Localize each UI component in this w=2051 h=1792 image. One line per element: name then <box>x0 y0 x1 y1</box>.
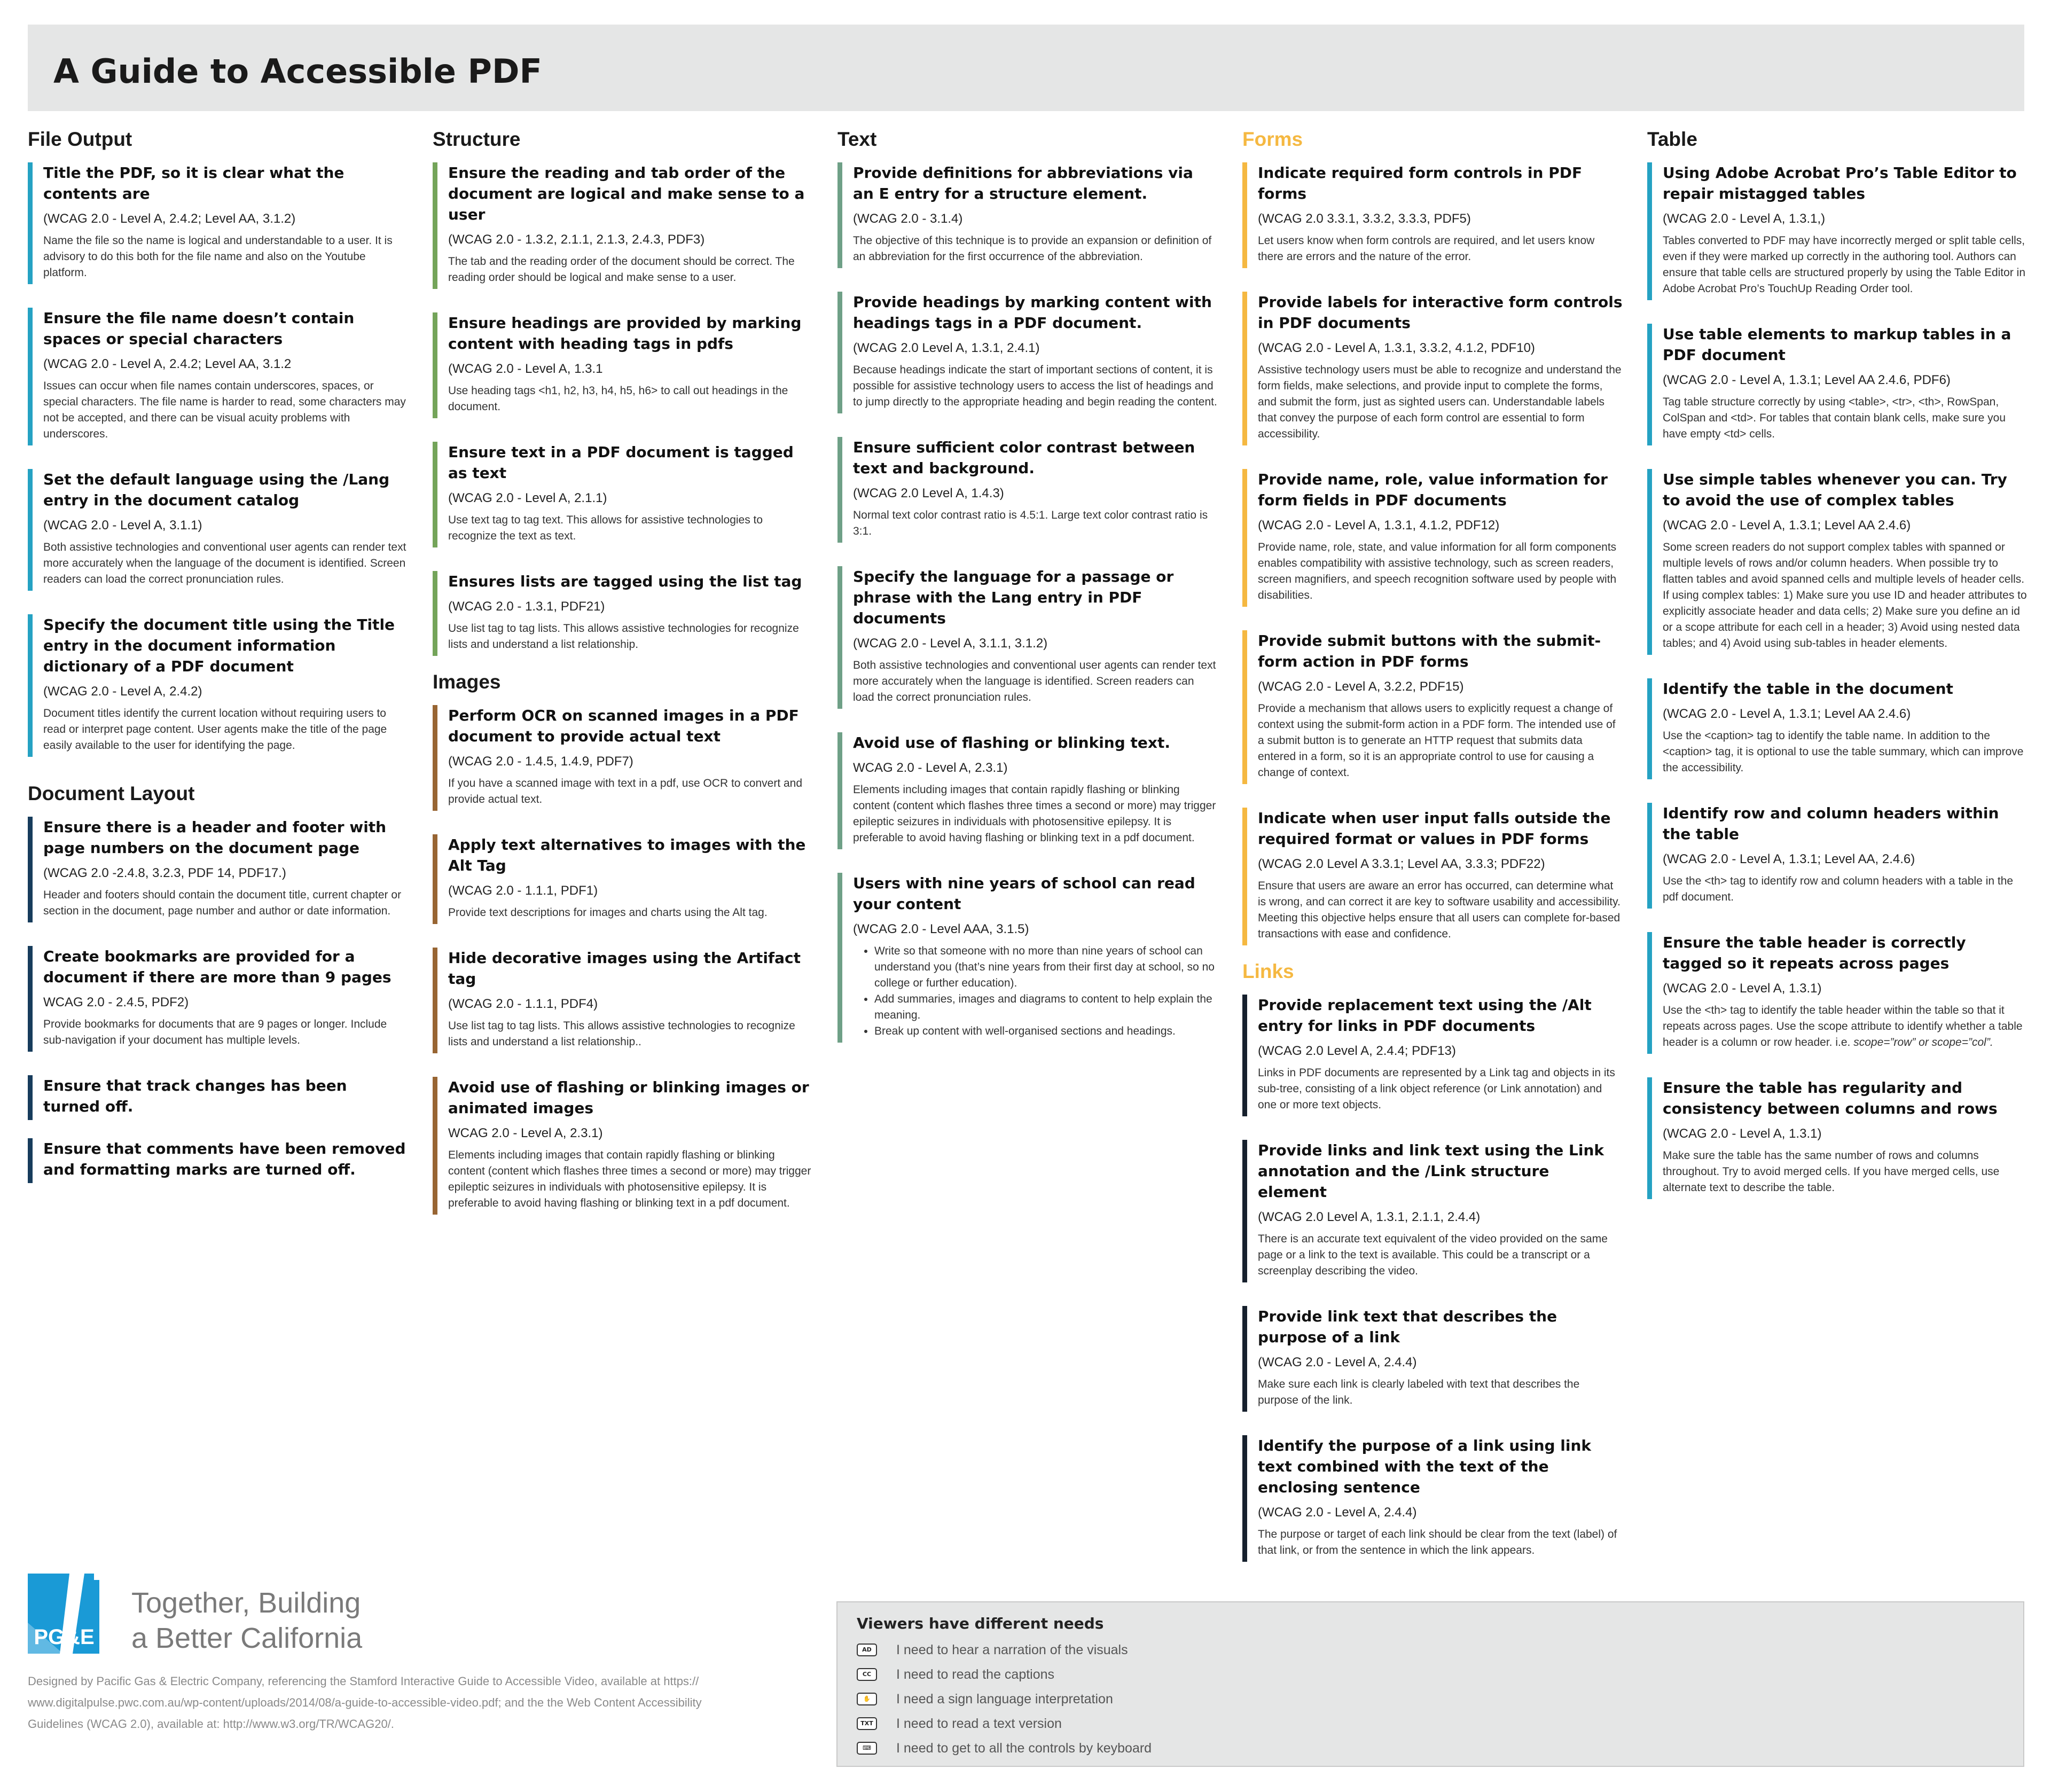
guideline-description: Make sure the table has the same number of rows and columns throughout. Try to avoid merged cells. If you have merged cells, use alternate text to describe the table. <box>1663 1149 2000 1194</box>
viewer-need-row <box>857 1738 1604 1759</box>
guideline-title: Ensure sufficient color contrast between text and background. <box>853 439 1195 477</box>
guideline-description: Elements including images that contain rapidly flashing or blinking content (content which flashes three times a second or more) may trigger epileptic seizures in individuals with photosensitive epilepsy. It is preferable to avoid having flashing or blinking text in a pdf document. <box>448 1149 811 1209</box>
column-forms <box>1242 126 1623 1585</box>
guideline-reference: (WCAG 2.0 - Level A, 1.3.1, 3.3.2, 4.1.2, PDF10) <box>1258 341 1535 355</box>
section-title-images: Images <box>433 671 501 693</box>
guideline-description: Issues can occur when file names contain underscores, spaces, or special characters. The file name is harder to read, some characters may not be accepted, and there can be visual acuity problems with underscores. <box>43 380 406 440</box>
guideline-description: Provide text descriptions for images and charts using the Alt tag. <box>448 906 768 919</box>
guideline-description: Use text tag to tag text. This allows for assistive technologies to recognize the text as text. <box>448 514 763 542</box>
guideline-reference: (WCAG 2.0 - Level A, 3.1.1) <box>43 518 202 533</box>
guideline-description: Header and footers should contain the document title, current chapter or section in the document, page number and author or date information. <box>43 889 402 917</box>
guideline-description: Name the file so the name is logical and understandable to a user. It is advisory to do this both for the file name and also on the Youtube platform. <box>43 234 393 279</box>
section-title-document-layout: Document Layout <box>28 782 195 804</box>
guideline-item <box>433 948 813 1053</box>
viewer-need-row <box>857 1689 1604 1710</box>
guideline-item <box>1242 162 1623 268</box>
guideline-title: Ensure the table header is correctly tagged so it repeats across pages <box>1663 934 1966 972</box>
guideline-title: Apply text alternatives to images with the Alt Tag <box>448 836 806 874</box>
guideline-reference: (WCAG 2.0 - Level A, 1.3.1,) <box>1663 212 1826 226</box>
guideline-description: Some screen readers do not support complex tables with spanned or multiple levels of rows and/or column headers. When possible try to flatten tables and avoid spanned cells and multiple levels of header cells. If using complex tables: 1) Make sure you use ID and header attributes to explicitly associate header and data cells; 2) Make sure you define an id or a scope attribute for each cell in a header; 3) Avoid using nested data tables; and 4) Avoid using sub-tables in header elements. <box>1663 541 2027 649</box>
guideline-reference: (WCAG 2.0 3.3.1, 3.3.2, 3.3.3, PDF5) <box>1258 212 1471 226</box>
guideline-title: Hide decorative images using the Artifact tag <box>448 949 801 988</box>
tagline-line-2: a Better California <box>131 1622 363 1654</box>
guideline-description: Elements including images that contain rapidly flashing or blinking content (content which flashes three times a second or more) may trigger epileptic seizures in individuals with photosensitive epilepsy. It is preferable to avoid having flashing or blinking text in a pdf document. <box>853 784 1216 844</box>
guideline-reference: (WCAG 2.0 - Level A, 2.4.2) <box>43 684 202 699</box>
guideline-reference: WCAG 2.0 - 2.4.5, PDF2) <box>43 995 189 1010</box>
guideline-reference: (WCAG 2.0 -2.4.8, 3.2.3, PDF 14, PDF17.) <box>43 866 286 880</box>
guideline-reference: (WCAG 2.0 - 1.1.1, PDF1) <box>448 883 598 898</box>
guideline-item <box>1242 808 1623 945</box>
guideline-title: Indicate when user input falls outside the required format or values in PDF forms <box>1258 809 1611 848</box>
viewer-need-text: I need to read the captions <box>896 1667 1055 1682</box>
guideline-description: Assistive technology users must be able to recognize and understand the form fields, make selections, and provide input to complete the forms, and submit the form, just as sighted users can. Understandable labels that convey the purpose of each form control are essential to form accessibility. <box>1258 364 1622 440</box>
viewer-need-text: I need a sign language interpretation <box>896 1692 1113 1707</box>
guideline-reference: (WCAG 2.0 Level A, 2.4.4; PDF13) <box>1258 1044 1456 1058</box>
guideline-title: Provide replacement text using the /Alt entry for links in PDF documents <box>1258 996 1592 1035</box>
guideline-description: Make sure each link is clearly labeled with text that describes the purpose of the link. <box>1258 1378 1580 1406</box>
guideline-reference: (WCAG 2.0 - Level A, 3.1.1, 3.1.2) <box>853 636 1048 651</box>
guideline-reference: (WCAG 2.0 - Level A, 1.3.1) <box>1663 981 1822 996</box>
viewer-need-text: I need to hear a narration of the visuals <box>896 1642 1128 1657</box>
guideline-item <box>837 566 1218 709</box>
guideline-title: Ensure headings are provided by marking content with heading tags in pdfs <box>448 314 802 353</box>
guideline-item <box>1647 932 2027 1054</box>
column-table <box>1647 126 2027 1223</box>
guideline-reference: (WCAG 2.0 - Level A, 2.4.2; Level AA, 3.1.2 <box>43 357 292 371</box>
guideline-title: Use table elements to markup tables in a PDF document <box>1663 325 2011 364</box>
viewers-title: Viewers have different needs <box>857 1615 1104 1632</box>
guideline-item <box>28 469 408 591</box>
guideline-reference: (WCAG 2.0 - Level A, 1.3.1; Level AA, 2.4.6) <box>1663 852 1915 866</box>
guideline-title: Identify row and column headers within the table <box>1663 804 1999 843</box>
guideline-item <box>1647 324 2027 445</box>
guideline-title: Provide definitions for abbreviations via an E entry for a structure element. <box>853 164 1193 202</box>
guideline-description: Document titles identify the current location without requiring users to read or interpret page content. User agents make the title of the page easily available to the user for identifying the page. <box>43 707 387 752</box>
guideline-description: Let users know when form controls are required, and let users know there are errors and the nature of the error. <box>1258 234 1595 263</box>
page-title: A Guide to Accessible PDF <box>53 52 542 91</box>
guideline-description: The purpose or target of each link should be clear from the text (label) of that link, or from the sentence in which the link appears. <box>1258 1528 1617 1556</box>
guideline-title: Provide links and link text using the Link annotation and the /Link structure element <box>1258 1141 1604 1201</box>
guideline-reference: (WCAG 2.0 - Level A, 1.3.1) <box>1663 1126 1822 1141</box>
guideline-item <box>837 437 1218 543</box>
guideline-title: Set the default language using the /Lang entry in the document catalog <box>43 471 390 509</box>
guideline-reference: WCAG 2.0 - Level A, 2.3.1) <box>853 761 1008 775</box>
guideline-reference: (WCAG 2.0 - Level A, 1.3.1; Level AA 2.4.6) <box>1663 518 1911 533</box>
guideline-title: Provide headings by marking content with headings tags in a PDF document. <box>853 293 1212 332</box>
guideline-description: Use list tag to tag lists. This allows assistive technologies for recognize lists and understand a list relationship. <box>448 622 799 651</box>
guideline-title: Create bookmarks are provided for a document if there are more than 9 pages <box>43 948 392 986</box>
guideline-description: If you have a scanned image with text in a pdf, use OCR to convert and provide actual text. <box>448 777 803 805</box>
guideline-title: Provide name, role, value information for form fields in PDF documents <box>1258 471 1608 509</box>
guideline-title: Ensure that track changes has been turned off. <box>43 1077 347 1115</box>
guideline-reference: (WCAG 2.0 - Level A, 1.3.1, 4.1.2, PDF12) <box>1258 518 1500 533</box>
guideline-description: Use the <caption> tag to identify the table name. In addition to the <caption> tag, it is optional to use the table summary, which can improve the accessibility. <box>1663 730 2024 774</box>
guideline-description: The objective of this technique is to provide an expansion or definition of an abbreviation for the first occurrence of the abbreviation. <box>853 234 1212 263</box>
guideline-reference: (WCAG 2.0 - Level A, 2.4.4) <box>1258 1355 1417 1370</box>
guideline-description: Provide name, role, state, and value information for all form components enables compatibility with assistive technology, such as screen readers, screen magnifiers, and speech recognition software used by people with disabilities. <box>1258 541 1617 601</box>
guideline-title: Title the PDF, so it is clear what the contents are <box>43 164 345 202</box>
guideline-reference: (WCAG 2.0 - 1.3.2, 2.1.1, 2.1.3, 2.4.3, PDF3) <box>448 232 705 247</box>
guideline-title: Ensure the table has regularity and consistency between columns and rows <box>1663 1079 1998 1117</box>
guideline-item <box>1242 1306 1623 1412</box>
guideline-title: Specify the language for a passage or phrase with the Lang entry in PDF documents <box>853 568 1174 627</box>
guideline-description: Use the <th> tag to identify row and column headers with a table in the pdf document. <box>1663 875 2014 903</box>
section-title-table: Table <box>1647 128 1697 150</box>
guideline-item <box>28 162 408 284</box>
logo-text: PG&E <box>34 1625 95 1649</box>
guideline-description <box>1663 1003 2027 1051</box>
guideline-reference: (WCAG 2.0 Level A, 1.3.1, 2.4.1) <box>853 341 1040 355</box>
guideline-title: Avoid use of flashing or blinking images or animated images <box>448 1078 809 1117</box>
guideline-item <box>433 834 813 924</box>
guideline-title: Avoid use of flashing or blinking text. <box>853 734 1170 752</box>
guideline-item <box>28 614 408 757</box>
guideline-reference: (WCAG 2.0 Level A, 1.4.3) <box>853 486 1004 500</box>
guideline-item <box>1242 292 1623 445</box>
guideline-description: Use heading tags <h1, h2, h3, h4, h5, h6> to call out headings in the document. <box>448 385 788 413</box>
guideline-item <box>1647 469 2027 655</box>
guideline-item <box>28 946 408 1052</box>
guideline-title: Provide submit buttons with the submit-form action in PDF forms <box>1258 632 1601 670</box>
sign-language-icon: ✋ <box>857 1693 877 1705</box>
viewer-need-row <box>857 1640 1604 1661</box>
pge-logo <box>28 1574 100 1654</box>
section-title-forms: Forms <box>1242 128 1303 150</box>
guideline-item <box>1647 678 2027 779</box>
guideline-bullet: • Break up content with well-organised sections and headings. <box>874 1023 1218 1039</box>
guideline-item <box>433 1077 813 1215</box>
column-structure <box>433 126 813 1238</box>
guideline-title: Indicate required form controls in PDF forms <box>1258 164 1583 202</box>
viewer-need-row <box>857 1713 1604 1735</box>
guideline-reference: (WCAG 2.0 - Level A, 3.2.2, PDF15) <box>1258 679 1464 694</box>
guideline-item <box>433 162 813 289</box>
guideline-item <box>1242 630 1623 784</box>
guideline-item <box>28 1075 408 1120</box>
section-title-structure: Structure <box>433 128 521 150</box>
guideline-item <box>837 292 1218 413</box>
guideline-description: Links in PDF documents are represented by a Link tag and objects in its sub-tree, consisting of a link object reference (or Link annotation) and one or more text objects. <box>1258 1067 1615 1111</box>
guideline-reference: (WCAG 2.0 - Level AAA, 3.1.5) <box>853 922 1029 936</box>
section-title-links: Links <box>1242 960 1294 982</box>
scope-example: scope=”row” or scope=”col”. <box>1853 1036 1993 1048</box>
credits <box>28 1671 818 1735</box>
guideline-item <box>433 442 813 547</box>
guideline-item <box>433 571 813 656</box>
guideline-item <box>28 308 408 445</box>
guideline-item <box>1647 1077 2027 1199</box>
guideline-description: Because headings indicate the start of important sections of content, it is possible for assistive technology users to access the list of headings and to jump directly to the appropriate heading and begin reading the content. <box>853 364 1217 408</box>
guideline-item <box>837 873 1218 1043</box>
guideline-description: Both assistive technologies and conventional user agents can render text more accurately when the language of the document is identified. Screen readers can load the correct pronunciation rules. <box>43 541 406 585</box>
tagline <box>131 1585 362 1656</box>
guideline-description: Use list tag to tag lists. This allows assistive technologies to recognize lists and understand a list relationship.. <box>448 1020 795 1048</box>
guideline-title: Use simple tables whenever you can. Try to avoid the use of complex tables <box>1663 471 2007 509</box>
guideline-description: Provide a mechanism that allows users to explicitly request a change of context using the submit-form action in a PDF form. The intended use of a submit button is to generate an HTTP request that submits data entered in a form, so it is an appropriate control to use for causing a change of context. <box>1258 702 1616 779</box>
guideline-reference: (WCAG 2.0 - Level A, 1.3.1 <box>448 362 603 376</box>
guideline-description: Tag table structure correctly by using <table>, <tr>, <th>, RowSpan, ColSpan and <td>. For tables that contain blank cells, make sure you have empty <td> cells. <box>1663 396 2006 440</box>
closed-caption-icon: CC <box>857 1668 877 1681</box>
tagline-line-1: Together, Building <box>131 1587 361 1619</box>
credit-line-3: Guidelines (WCAG 2.0), available at: http://www.w3.org/TR/WCAG20/. <box>28 1717 394 1731</box>
guideline-description: Both assistive technologies and conventional user agents can render text more accurately when the language is identified. Screen readers can load the correct pronunciation rules. <box>853 659 1216 703</box>
text-version-icon: TXT <box>857 1717 877 1730</box>
guideline-reference: (WCAG 2.0 - Level A, 1.3.1; Level AA 2.4.6, PDF6) <box>1663 373 1951 387</box>
guideline-item <box>28 1138 408 1183</box>
guideline-title: Ensure text in a PDF document is tagged as text <box>448 443 794 482</box>
guideline-reference: (WCAG 2.0 - Level A, 2.1.1) <box>448 491 607 505</box>
guideline-title: Provide link text that describes the purpose of a link <box>1258 1308 1557 1346</box>
guideline-bullet: • Add summaries, images and diagrams to content to help explain the meaning. <box>874 991 1218 1023</box>
viewer-need-row <box>857 1664 1604 1686</box>
guideline-title: Identify the table in the document <box>1663 680 1953 698</box>
viewer-need-text: I need to read a text version <box>896 1716 1062 1731</box>
guideline-description: Provide bookmarks for documents that are 9 pages or longer. Include sub-navigation if your document has multiple levels. <box>43 1018 387 1046</box>
guideline-title: Users with nine years of school can read your content <box>853 874 1195 913</box>
guideline-title: Identify the purpose of a link using link text combined with the text of the enclosing sentence <box>1258 1437 1592 1496</box>
guideline-description: Normal text color contrast ratio is 4.5:1. Large text color contrast ratio is 3:1. <box>853 509 1208 537</box>
guideline-reference: (WCAG 2.0 - 1.3.1, PDF21) <box>448 599 605 614</box>
guideline-reference: (WCAG 2.0 - Level A, 2.4.2; Level AA, 3.1.2) <box>43 212 296 226</box>
guideline-item <box>1647 803 2027 909</box>
guideline-item <box>1242 1435 1623 1562</box>
guideline-reference: (WCAG 2.0 - Level A, 2.4.4) <box>1258 1505 1417 1520</box>
guideline-title: Using Adobe Acrobat Pro’s Table Editor to repair mistagged tables <box>1663 164 2017 202</box>
guideline-reference: (WCAG 2.0 - Level A, 1.3.1; Level AA 2.4.6) <box>1663 707 1911 721</box>
guideline-reference: (WCAG 2.0 - 3.1.4) <box>853 212 963 226</box>
guideline-item <box>1242 469 1623 607</box>
guideline-description: Ensure that users are aware an error has occurred, can determine what is wrong, and can correct it are key to software usability and accessibility. Meeting this objective helps ensure that all users can complete for-based transactions with ease and confidence. <box>1258 880 1621 940</box>
guideline-description: The tab and the reading order of the document should be correct. The reading order should be logical and make sense to a user. <box>448 255 795 284</box>
guideline-reference: (WCAG 2.0 - 1.4.5, 1.4.9, PDF7) <box>448 754 633 769</box>
guideline-title: Ensure that comments have been removed and formatting marks are turned off. <box>43 1140 406 1178</box>
guideline-reference: (WCAG 2.0 - 1.1.1, PDF4) <box>448 997 598 1011</box>
guideline-bullet: • Write so that someone with no more than nine years of school can understand you (that’s nine years from their first day at school, so no college or further education). <box>874 943 1218 991</box>
keyboard-icon: ⌨ <box>857 1742 877 1755</box>
viewers-needs-box <box>836 1601 2024 1767</box>
credit-line-2: www.digitalpulse.pwc.com.au/wp-content/uploads/2014/08/a-guide-to-accessible-video.pdf; and the the Web Content Accessibility <box>28 1696 702 1709</box>
guideline-reference: WCAG 2.0 - Level A, 2.3.1) <box>448 1126 603 1140</box>
viewer-need-text: I need to get to all the controls by keyboard <box>896 1741 1152 1756</box>
guideline-item <box>1647 162 2027 300</box>
guideline-title: Ensures lists are tagged using the list tag <box>448 573 802 590</box>
guideline-description-text: Use the <th> tag to identify the table header within the table so that it repeats across pages. Use the scope attribute to identify whether a table header is a column or row header. i.e. <box>1663 1004 2023 1048</box>
credit-line-1: Designed by Pacific Gas & Electric Company, referencing the Stamford Interactive Guide to Accessible Video, available at https:// <box>28 1674 699 1688</box>
column-text <box>837 126 1218 1066</box>
guideline-item <box>1242 995 1623 1116</box>
guideline-title: Ensure the file name doesn’t contain spaces or special characters <box>43 309 355 348</box>
column-file-output <box>28 126 408 1207</box>
guideline-description: Tables converted to PDF may have incorrectly merged or split table cells, even if they were marked up correctly in the authoring tool. Authors can ensure that table cells are structured properly by using the Table Editor in Adobe Acrobat Pro’s TouchUp Reading Order tool. <box>1663 234 2025 295</box>
section-title-text: Text <box>837 128 877 150</box>
guideline-item <box>433 705 813 811</box>
audio-description-icon: AD <box>857 1644 877 1656</box>
guideline-title: Ensure there is a header and footer with page numbers on the document page <box>43 818 387 857</box>
guideline-bullet-list <box>853 943 1218 1039</box>
guideline-item <box>433 312 813 418</box>
guideline-item <box>837 162 1218 268</box>
guideline-title: Provide labels for interactive form controls in PDF documents <box>1258 293 1623 332</box>
guideline-title: Specify the document title using the Title entry in the document information dictionary of a PDF document <box>43 616 395 675</box>
guideline-item <box>837 732 1218 849</box>
guideline-title: Ensure the reading and tab order of the document are logical and make sense to a user <box>448 164 805 223</box>
guideline-reference: (WCAG 2.0 Level A 3.3.1; Level AA, 3.3.3; PDF22) <box>1258 857 1545 871</box>
guideline-title: Perform OCR on scanned images in a PDF document to provide actual text <box>448 707 799 745</box>
section-title-file-output: File Output <box>28 128 132 150</box>
guideline-description: There is an accurate text equivalent of the video provided on the same page or a link to the text is available. This could be a transcript or a screenplay describing the video. <box>1258 1233 1608 1277</box>
guideline-reference: (WCAG 2.0 Level A, 1.3.1, 2.1.1, 2.4.4) <box>1258 1210 1481 1224</box>
guideline-item <box>1242 1140 1623 1282</box>
guideline-item <box>28 817 408 922</box>
